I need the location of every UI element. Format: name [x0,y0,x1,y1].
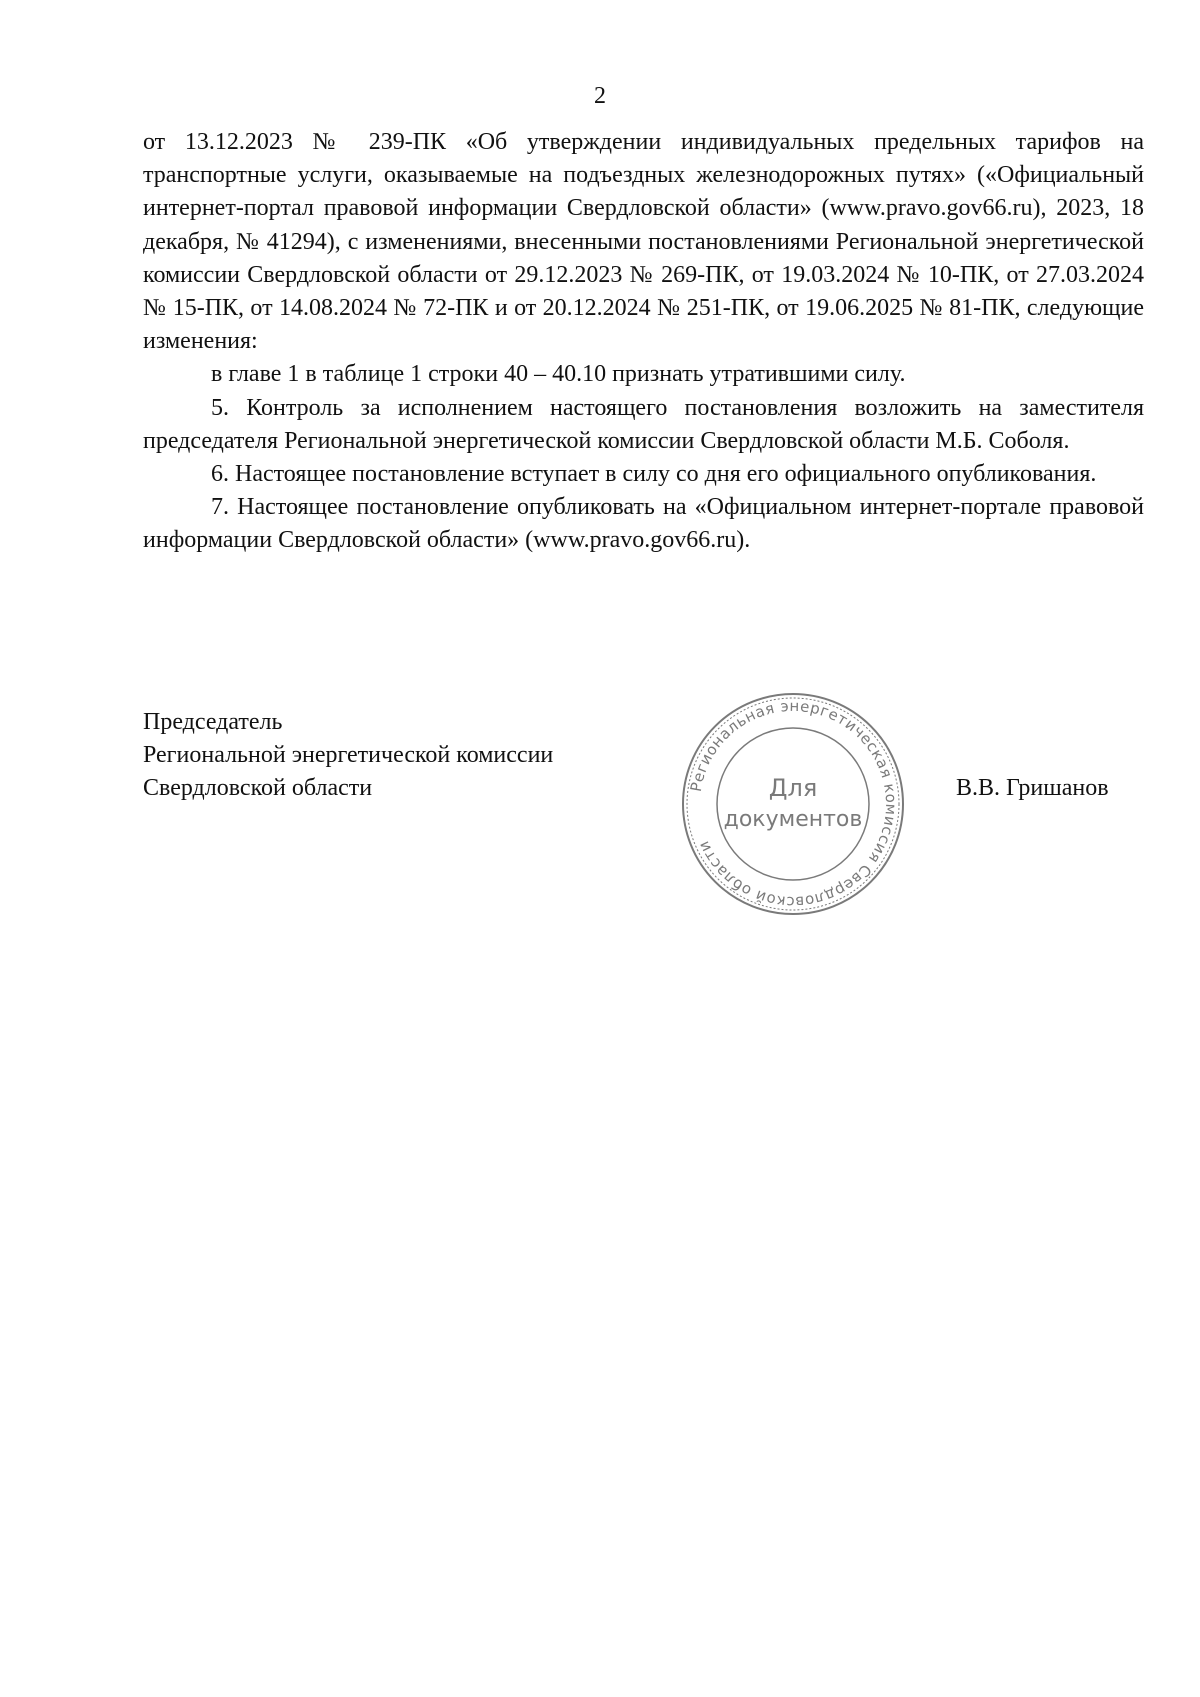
document-body [143,126,1144,558]
page-number: 2 [594,83,606,109]
signatory-title [143,706,553,805]
signatory-title-line: Свердловской области [143,775,373,801]
paragraph-chapter-change: в главе 1 в таблице 1 строки 40 – 40.10 признать утратившими силу. [211,361,906,388]
signature-block [143,696,1144,946]
paragraph-item-5: 5. Контроль за исполнением настоящего постановления возложить на заместителя председателя Региональной энергетической комиссии Свердловской области М.Б. Соболя. [143,394,1144,454]
paragraph-item-7: 7. Настоящее постановление опубликовать на «Официальном интернет-портале правовой информации Свердловской области» (www.pravo.gov66.ru). [143,494,1144,554]
paragraph-amendment-reference: от 13.12.2023 № 239-ПК «Об утверждении индивидуальных предельных тарифов на транспортные услуги, оказываемые на подъездных железнодорожных путях» («Официальный интернет-портал правовой информации Свердловской области» (www.pravo.gov66.ru), 2023, 18 декабря, № 41294), с изменениями, внесенными постановлениями Региональной энергетической комиссии Свердловской области от 29.12.2023 № 269-ПК, от 19.03.2024 № 10-ПК, от 27.03.2024 № 15-ПК, от 14.08.2024 № 72-ПК и от 20.12.2024 № 251-ПК, от 19.06.2025 № 81-ПК, следующие изменения: [143,129,1144,355]
stamp-seal-icon [673,684,913,924]
official-stamp [673,684,913,924]
svg-text:Региональная энергетическая ко [687,697,900,911]
stamp-center-line-1: Для [768,774,818,802]
signatory-title-line: Региональной энергетической комиссии [143,742,554,768]
stamp-center-line-2: документов [723,807,863,832]
signatory-title-line: Председатель [143,709,283,735]
stamp-ring-text: Региональная энергетическая комиссия Свердловской области [686,696,901,912]
paragraph-item-6: 6. Настоящее постановление вступает в силу со дня его официального опубликования. [211,461,1097,488]
signatory-name: В.В. Гришанов [956,775,1109,801]
